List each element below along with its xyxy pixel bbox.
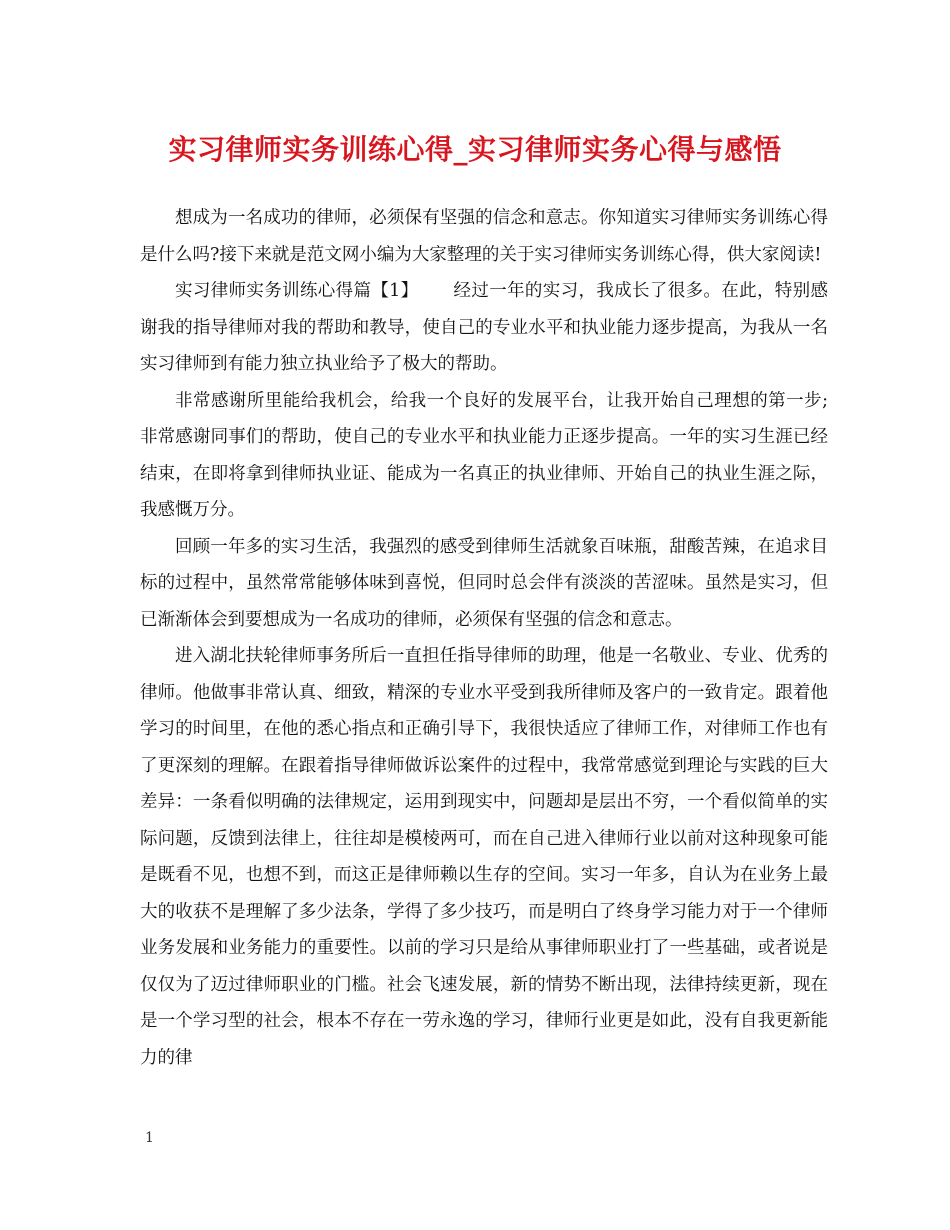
section-paragraph-1 bbox=[140, 273, 828, 383]
paragraph-1-text: 经过一年的实习，我成长了很多。在此，特别感谢我的指导律师对我的帮助和教导，使自己的专业水平和执业能力逐步提高，为我从一名实习律师到有能力独立执业给予了极大的帮助。 bbox=[140, 281, 829, 374]
paragraph-3: 回顾一年多的实习生活，我强烈的感受到律师生活就象百味瓶，甜酸苦辣，在追求目标的过程中，虽然常常能够体味到喜悦，但同时总会伴有淡淡的苦涩味。虽然是实习，但已渐渐体会到要想成为一名成功的律师，必须保有坚强的信念和意志。 bbox=[140, 536, 828, 630]
intro-paragraph: 想成为一名成功的律师，必须保有坚强的信念和意志。你知道实习律师实务训练心得是什么吗?接下来就是范文网小编为大家整理的关于实习律师实务训练心得，供大家阅读! bbox=[140, 208, 828, 265]
document-body bbox=[140, 200, 828, 1076]
page-number: 1 bbox=[145, 1130, 154, 1146]
paragraph-2: 非常感谢所里能给我机会，给我一个良好的发展平台，让我开始自己理想的第一步;非常感谢同事们的帮助，使自己的专业水平和执业能力正逐步提高。一年的实习生涯已经结束，在即将拿到律师执业证、能成为一名真正的执业律师、开始自己的执业生涯之际，我感慨万分。 bbox=[140, 390, 828, 520]
section-heading: 实习律师实务训练心得篇【1】 bbox=[175, 281, 419, 301]
paragraph-4: 进入湖北扶轮律师事务所后一直担任指导律师的助理，他是一名敬业、专业、优秀的律师。他做事非常认真、细致，精深的专业水平受到我所律师及客户的一致肯定。跟着他学习的时间里，在他的悉心指点和正确引导下，我很快适应了律师工作，对律师工作也有了更深刻的理解。在跟着指导律师做诉讼案件的过程中，我常常感觉到理论与实践的巨大差异：一条看似明确的法律规定，运用到现实中，问题却是层出不穷，一个看似简单的实际问题，反馈到法律上，往往却是模棱两可，而在自己进入律师行业以前对这种现象可能是既看不见，也想不到，而这正是律师赖以生存的空间。实习一年多，自认为在业务上最大的收获不是理解了多少法条，学得了多少技巧，而是明白了终身学习能力对于一个律师业务发展和业务能力的重要性。以前的学习只是给从事律师职业打了一些基础，或者说是仅仅为了迈过律师职业的门槛。社会飞速发展，新的情势不断出现，法律持续更新，现在是一个学习型的社会，根本不存在一劳永逸的学习，律师行业更是如此，没有自我更新能力的律 bbox=[140, 646, 828, 1068]
document-title: 实习律师实务训练心得_实习律师实务心得与感悟 bbox=[168, 133, 782, 166]
